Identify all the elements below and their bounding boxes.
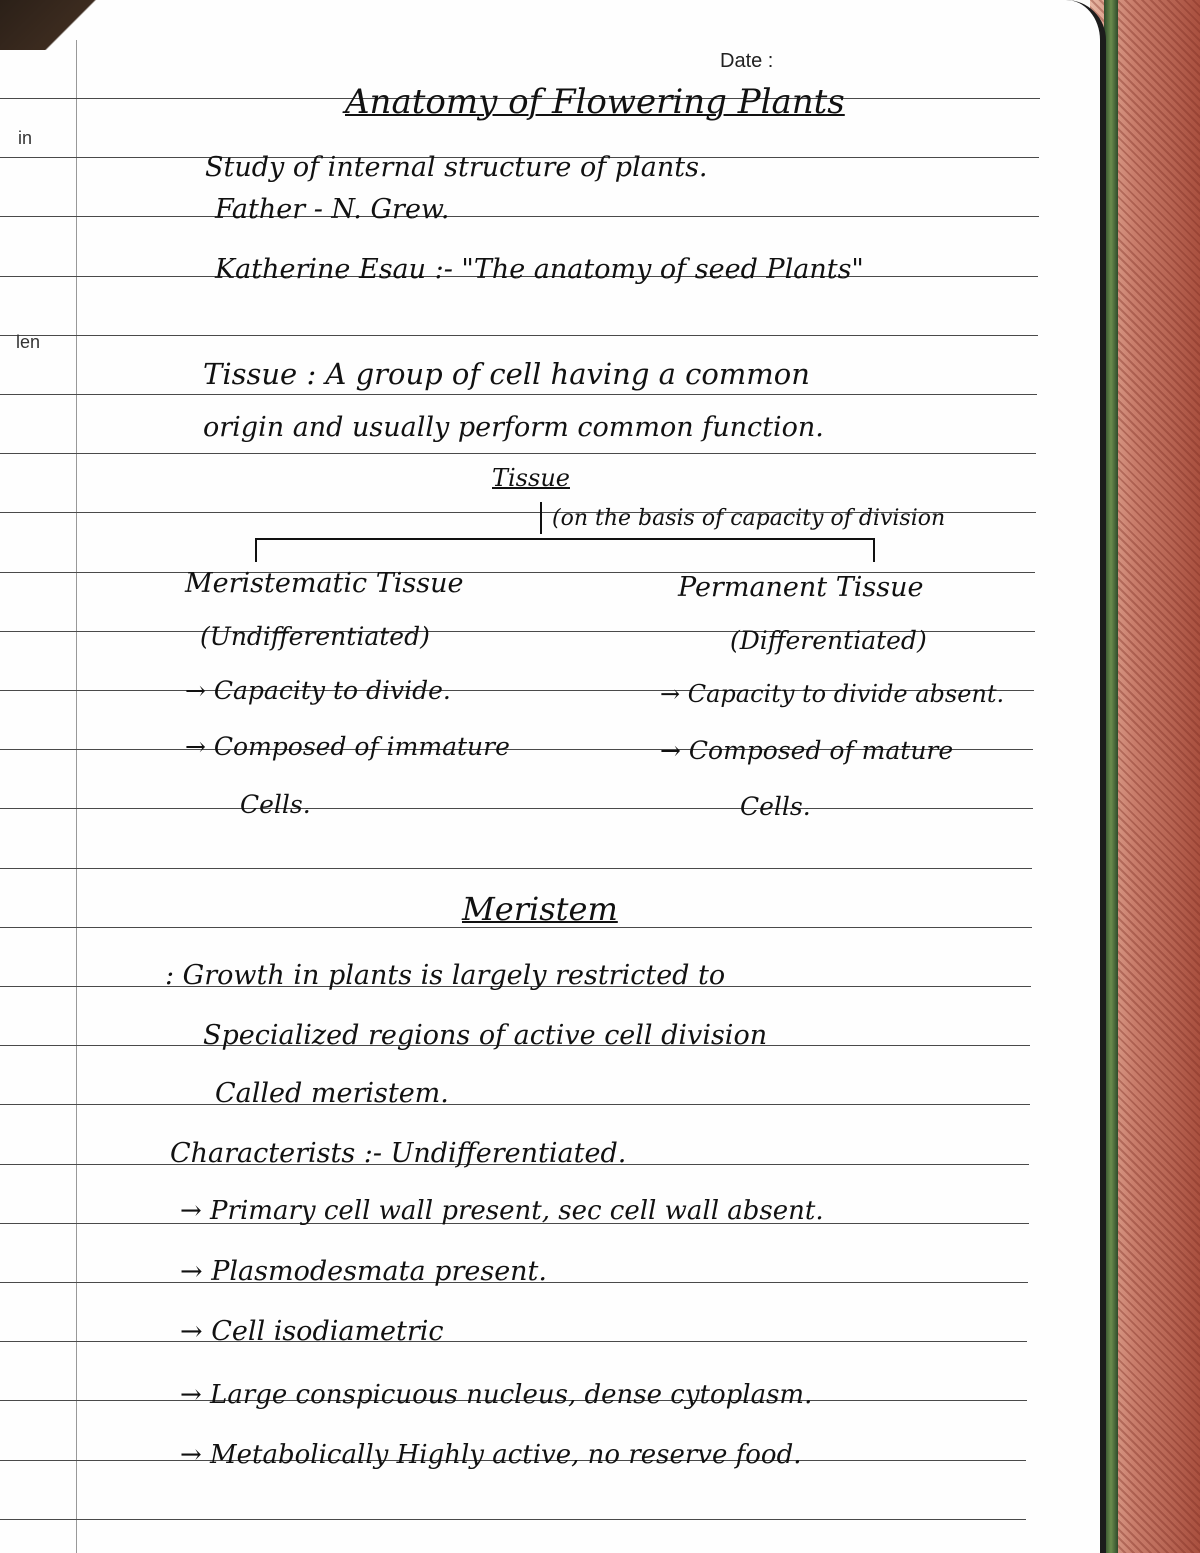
permanent-sub: (Differentiated) — [730, 626, 927, 655]
tree-leg — [255, 538, 257, 562]
ruled-line — [0, 1341, 1027, 1342]
ruled-line — [0, 394, 1037, 395]
meristem-definition: : Growth in plants is largely restricted to — [165, 960, 726, 991]
permanent-point: Cells. — [740, 792, 811, 821]
margin-note: len — [16, 332, 41, 352]
characteristic-point: → Plasmodesmata present. — [180, 1256, 547, 1287]
ruled-line — [0, 868, 1032, 869]
margin-line — [76, 40, 77, 1553]
date-label: Date : — [720, 50, 774, 72]
spine-band — [1104, 0, 1118, 1553]
ruled-line — [0, 453, 1036, 454]
meristematic-point: → Capacity to divide. — [185, 676, 451, 705]
intro-line: Katherine Esau :- "The anatomy of seed Plants" — [215, 254, 864, 285]
characteristic-point: → Cell isodiametric — [180, 1316, 444, 1347]
characteristic-point: → Large conspicuous nucleus, dense cytoplasm. — [180, 1380, 813, 1410]
ruled-line — [0, 216, 1039, 217]
tissue-definition: origin and usually perform common function. — [203, 412, 824, 443]
meristem-definition: Specialized regions of active cell division — [203, 1020, 768, 1051]
page-title: Anatomy of Flowering Plants — [345, 82, 845, 122]
meristematic-point: → Composed of immature — [185, 732, 510, 761]
ruled-line — [0, 808, 1033, 809]
meristematic-heading: Meristematic Tissue — [185, 568, 464, 599]
characteristic-point: → Metabolically Highly active, no reserve food. — [180, 1440, 802, 1470]
permanent-point: → Capacity to divide absent. — [660, 680, 1005, 708]
meristem-definition: Called meristem. — [215, 1078, 449, 1109]
tree-leg — [873, 538, 875, 562]
permanent-point: → Composed of mature — [660, 736, 954, 765]
ruled-line — [0, 1104, 1030, 1105]
characteristics-heading: Characterists :- Undifferentiated. — [170, 1138, 627, 1169]
tissue-label: Tissue — [492, 464, 570, 492]
tissue-definition: Tissue : A group of cell having a common — [203, 357, 810, 391]
tree-stem — [540, 502, 542, 534]
intro-line: Study of internal structure of plants. — [205, 152, 708, 183]
meristem-title: Meristem — [462, 890, 618, 928]
permanent-heading: Permanent Tissue — [678, 572, 924, 603]
ruled-line — [0, 1519, 1026, 1520]
ruled-line — [0, 335, 1038, 336]
intro-line: Father - N. Grew. — [215, 194, 450, 225]
page-corner-shadow — [0, 0, 160, 50]
tree-branch — [255, 538, 875, 540]
classification-basis: (on the basis of capacity of division — [552, 506, 946, 531]
characteristic-point: → Primary cell wall present, sec cell wall absent. — [180, 1196, 824, 1226]
meristematic-sub: (Undifferentiated) — [200, 622, 430, 651]
margin-note: in — [18, 128, 33, 148]
meristematic-point: Cells. — [240, 790, 311, 819]
